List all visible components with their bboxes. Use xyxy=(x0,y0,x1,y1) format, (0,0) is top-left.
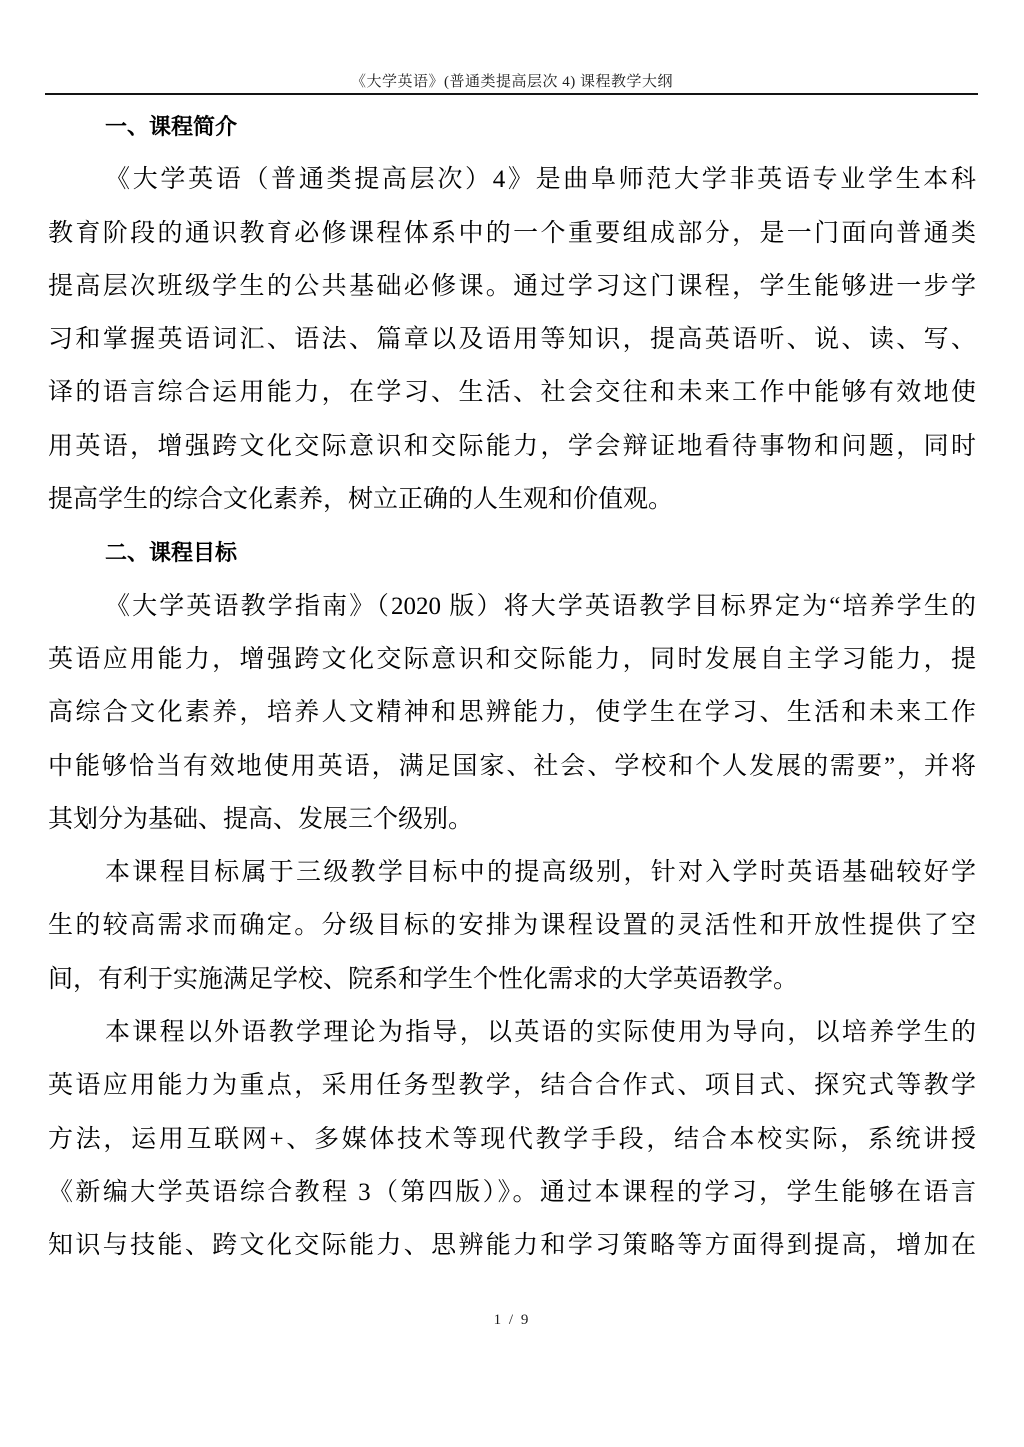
paragraph-line: 提高学生的综合文化素养，树立正确的人生观和价值观。 xyxy=(48,486,674,514)
paragraph-line: 本课程以外语教学理论为指导，以英语的实际使用为导向，以培养学生的 xyxy=(105,1019,976,1047)
paragraph-line: 生的较高需求而确定。分级目标的安排为课程设置的灵活性和开放性提供了空 xyxy=(48,912,976,940)
paragraph-line: 高综合文化素养，培养人文精神和思辨能力，使学生在学习、生活和未来工作 xyxy=(48,699,976,727)
paragraph-line: 其划分为基础、提高、发展三个级别。 xyxy=(48,805,474,833)
paragraph-line: 提高层次班级学生的公共基础必修课。通过学习这门课程，学生能够进一步学 xyxy=(48,272,976,300)
paragraph-line: 方法，运用互联网+、多媒体技术等现代教学手段，结合本校实际，系统讲授 xyxy=(48,1125,976,1153)
section-heading: 一、课程简介 xyxy=(105,114,238,139)
document-content xyxy=(48,100,976,1273)
paragraph-line: 《大学英语教学指南》（2020 版）将大学英语教学目标界定为“培养学生的 xyxy=(105,592,976,620)
paragraph-line: 知识与技能、跨文化交际能力、思辨能力和学习策略等方面得到提高，增加在 xyxy=(48,1232,976,1260)
section-heading: 二、课程目标 xyxy=(105,540,238,566)
running-header: 《大学英语》(普通类提高层次 4) 课程教学大纲 xyxy=(351,74,673,90)
paragraph-line: 中能够恰当有效地使用英语，满足国家、社会、学校和个人发展的需要”，并将 xyxy=(48,752,976,780)
paragraph-line: 《新编大学英语综合教程 3（第四版）》。通过本课程的学习，学生能够在语言 xyxy=(48,1178,976,1206)
paragraph-line: 《大学英语（普通类提高层次）4》是曲阜师范大学非英语专业学生本科 xyxy=(105,166,976,194)
paragraph-line: 用英语，增强跨文化交际意识和交际能力，学会辩证地看待事物和问题，同时 xyxy=(48,432,976,460)
paragraph-line: 教育阶段的通识教育必修课程体系中的一个重要组成部分，是一门面向普通类 xyxy=(48,219,976,247)
paragraph-line: 本课程目标属于三级教学目标中的提高级别，针对入学时英语基础较好学 xyxy=(105,859,976,887)
page-number: 1 / 9 xyxy=(493,1312,531,1328)
header-rule xyxy=(45,93,978,95)
paragraph-line: 英语应用能力，增强跨文化交际意识和交际能力，同时发展自主学习能力，提 xyxy=(48,645,976,673)
paragraph-line: 习和掌握英语词汇、语法、篇章以及语用等知识，提高英语听、说、读、写、 xyxy=(48,326,976,354)
paragraph-line: 间，有利于实施满足学校、院系和学生个性化需求的大学英语教学。 xyxy=(48,965,799,993)
paragraph-line: 英语应用能力为重点，采用任务型教学，结合合作式、项目式、探究式等教学 xyxy=(48,1072,976,1100)
paragraph-line: 译的语言综合运用能力，在学习、生活、社会交往和未来工作中能够有效地使 xyxy=(48,379,976,407)
